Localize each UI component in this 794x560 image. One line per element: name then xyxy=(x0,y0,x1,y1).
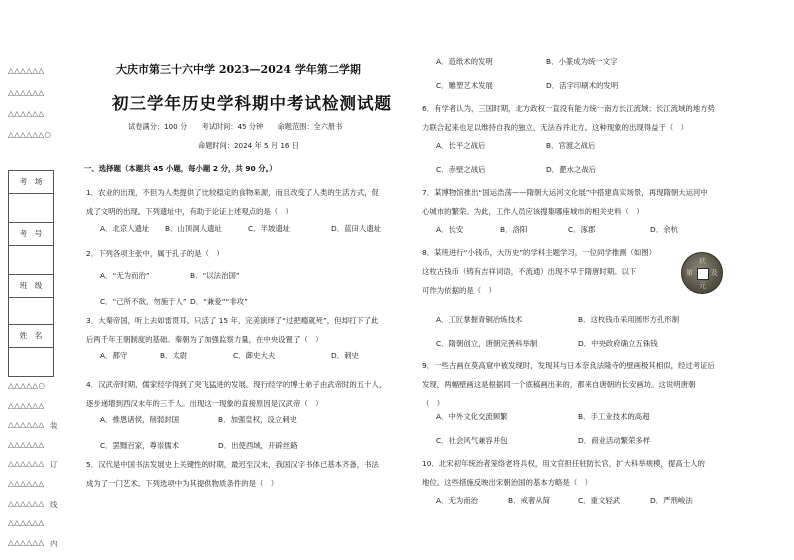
question-text: 成为了一门艺术。下列选项中为其提供物质条件的是（ ） xyxy=(86,479,279,488)
question-text: 5．汉代是中国书法发展史上关键性的时期，最迟至汉末，我国汉字书体已基本齐备，书法 xyxy=(86,460,379,469)
answer-option[interactable]: A．长安 xyxy=(436,225,464,234)
coin-char: 第 xyxy=(686,269,693,277)
ancient-coin-image xyxy=(681,252,723,294)
info-blank[interactable] xyxy=(9,298,53,325)
answer-option[interactable]: A．中外文化交流频繁 xyxy=(436,412,508,421)
exam-meta: 试卷满分：100 分 考试时间：45 分钟 命题范围：全六册书 xyxy=(128,122,343,131)
margin-triangles: △△△△△△ xyxy=(8,439,45,449)
question-text: 2．下列各项主张中，属于孔子的是（ ） xyxy=(86,249,224,258)
binding-mark-char: 线 xyxy=(50,499,58,509)
answer-option[interactable]: B．戒奢从简 xyxy=(508,496,551,505)
question-text: 1．农业的出现，不但为人类提供了比较稳定的食物来源，而且改变了人类的生活方式，促 xyxy=(86,188,379,197)
margin-triangles: △△△△△△ xyxy=(8,109,45,118)
question-text: 这枚古钱币（铸有吉祥词语，不流通）出现不早于隋唐时期。以下 xyxy=(422,267,637,276)
answer-option[interactable]: A．造纸术的发明 xyxy=(436,57,493,66)
binding-mark-char: 装 xyxy=(50,421,58,431)
answer-option[interactable]: D．出使西域，开辟丝路 xyxy=(218,441,298,450)
answer-option[interactable]: B．加强皇权，设立刺史 xyxy=(218,415,297,424)
answer-option[interactable]: D．“兼爱”“非攻” xyxy=(190,297,248,306)
binding-mark-char: 内 xyxy=(50,538,58,548)
info-label-exam-number: 考 号 xyxy=(9,223,53,246)
answer-option[interactable]: B．小篆成为统一文字 xyxy=(546,57,618,66)
answer-option[interactable]: D．蓝田人遗址 xyxy=(331,224,382,233)
question-text: 后两千年王朝制度的基础。秦朝为了加强监察力量，在中央设置了（ ） xyxy=(86,335,323,344)
student-info-box xyxy=(8,170,54,377)
answer-option[interactable]: C．雕塑艺术发展 xyxy=(436,81,493,90)
margin-triangles: △△△△△△ xyxy=(8,479,45,488)
question-text: 10．北宋初年统治者笼络老将兵权，用文官担任驻防长官，扩大科举规模，提高士人的 xyxy=(422,459,705,468)
answer-option[interactable]: A．无为而治 xyxy=(436,496,479,505)
margin-triangles: △△△△△△ xyxy=(8,498,45,508)
exam-title: 初三学年历史学科期中考试检测试题 xyxy=(112,94,392,113)
answer-option[interactable]: C．御史大夫 xyxy=(233,351,276,360)
margin-triangles: △△△△△△ xyxy=(8,518,45,528)
answer-option[interactable]: A．推恩诸侯，削弱封国 xyxy=(100,415,179,424)
question-text: 4．汉武帝时期，儒家经学得到了突飞猛进的发展。现行经学的博士弟子由武帝时的五十人， xyxy=(86,380,387,389)
answer-option[interactable]: D．淝水之战后 xyxy=(546,165,597,174)
margin-triangles: △△△△△△ xyxy=(8,400,45,410)
margin-triangles: △△△△△△ xyxy=(8,66,45,75)
question-text: 心城市的繁荣。为此，工作人员应该搜集哪座城市的相关史料（ ） xyxy=(422,207,644,216)
question-text: 可作为依据的是（ ） xyxy=(422,286,496,295)
question-text: 3．大秦帝国，听上去如雷贯耳，只活了 15 年，完美演绎了“过把瘾就死”，但却打下了此 xyxy=(86,316,379,325)
answer-option[interactable]: A．北京人遗址 xyxy=(100,224,150,233)
info-label-exam-room: 考 场 xyxy=(9,171,53,194)
info-blank[interactable] xyxy=(9,348,53,375)
info-label-class: 班 级 xyxy=(9,275,53,298)
question-text: 9．一些古画在莫高窟中被发现时，发现其与日本奈良法隆寺的壁画极其相似，经过考证后 xyxy=(422,361,715,370)
answer-option[interactable]: B．洛阳 xyxy=(500,225,528,234)
answer-option[interactable]: C．罢黜百家，尊崇儒术 xyxy=(100,441,180,450)
question-text: 8．某班进行“小钱币，大历史”的学科主题学习，一位同学推测（如图） xyxy=(422,248,657,257)
answer-option[interactable]: C．涿郡 xyxy=(568,225,596,234)
margin-triangles: △△△△△△ xyxy=(8,459,45,469)
question-text: 力联合起来也足以维持自我的独立，无法吞并北方。这种现象的出现得益于（ ） xyxy=(422,123,689,132)
answer-option[interactable]: C．半坡遗址 xyxy=(248,224,291,233)
question-text: 7．某博物馆推出“国运浩荡——隋朝大运河文化展”中搭建真实场景，再现隋朝大运河中 xyxy=(422,188,708,197)
answer-option[interactable]: B．手工业技术的高超 xyxy=(578,412,650,421)
margin-triangles: △△△△△△ xyxy=(8,537,45,547)
answer-option[interactable]: A．长平之战后 xyxy=(436,141,486,150)
margin-triangles: △△△△△△○ xyxy=(8,130,52,139)
answer-option[interactable]: A．工匠掌握青铜冶炼技术 xyxy=(436,315,523,324)
answer-option[interactable]: D．余杭 xyxy=(650,225,678,234)
answer-option[interactable]: C．隋朝创立，唐朝完善科举制 xyxy=(436,339,538,348)
coin-char: 元 xyxy=(699,282,706,290)
binding-mark-char: 订 xyxy=(50,460,58,470)
school-title: 大庆市第三十六中学 2023—2024 学年第二学期 xyxy=(116,63,361,76)
answer-option[interactable]: A．“无为而治” xyxy=(100,271,150,280)
answer-option[interactable]: B．官渡之战后 xyxy=(546,141,596,150)
answer-option[interactable]: C．“己所不欲，勿施于人” xyxy=(100,297,187,306)
answer-option[interactable]: C．社会风气兼容并包 xyxy=(436,436,508,445)
question-text: 成了文明的出现。下列遗址中，有助于论证上述观点的是（ ） xyxy=(86,207,293,216)
question-text: 发现，两幅壁画这是根据同一个底稿画出来的，都来自唐朝的长安画坊。这说明唐朝 xyxy=(422,380,696,389)
question-text: 地位。这些措施反映出宋朝治国的基本方略是（ ） xyxy=(422,478,592,487)
info-label-name: 姓 名 xyxy=(9,325,53,348)
answer-option[interactable]: B．山顶洞人遗址 xyxy=(165,224,222,233)
answer-option[interactable]: B．“以法治国” xyxy=(190,271,240,280)
coin-char: 状 xyxy=(699,257,706,265)
answer-option[interactable]: C．赤壁之战后 xyxy=(436,165,486,174)
answer-option[interactable]: D．严刑峻法 xyxy=(650,496,693,505)
question-text: 逐步递增到西汉末年的三千人。出现这一现象的直接原因是汉武帝（ ） xyxy=(86,399,323,408)
answer-option[interactable]: D．活字印刷术的发明 xyxy=(546,81,619,90)
coin-char: 及 xyxy=(711,269,718,277)
answer-option[interactable]: B．太尉 xyxy=(160,351,188,360)
info-blank[interactable] xyxy=(9,246,53,275)
info-blank[interactable] xyxy=(9,194,53,223)
answer-option[interactable]: D．中央政府确立五铢钱 xyxy=(578,339,658,348)
question-text: （ ） xyxy=(422,399,445,408)
question-text: 6．有学者认为，三国时期，北方政权一直没有能力统一南方长江流域；长江流域的地方势 xyxy=(422,104,715,113)
margin-triangles: △△△△△△ xyxy=(8,88,45,97)
section-heading: 一、选择题（本题共 45 小题，每小题 2 分，共 90 分。） xyxy=(84,164,277,173)
margin-triangles: △△△△△○ xyxy=(8,381,46,390)
exam-date: 命题时间：2024 年 5 月 16 日 xyxy=(198,141,299,150)
answer-option[interactable]: A．都守 xyxy=(100,351,128,360)
answer-option[interactable]: D．商业活动繁荣多样 xyxy=(578,436,651,445)
answer-option[interactable]: D．刺史 xyxy=(331,351,359,360)
answer-option[interactable]: B．这枚钱币采用圆形方孔形制 xyxy=(578,315,680,324)
answer-option[interactable]: C．重文轻武 xyxy=(578,496,621,505)
margin-triangles: △△△△△△ xyxy=(8,420,45,430)
